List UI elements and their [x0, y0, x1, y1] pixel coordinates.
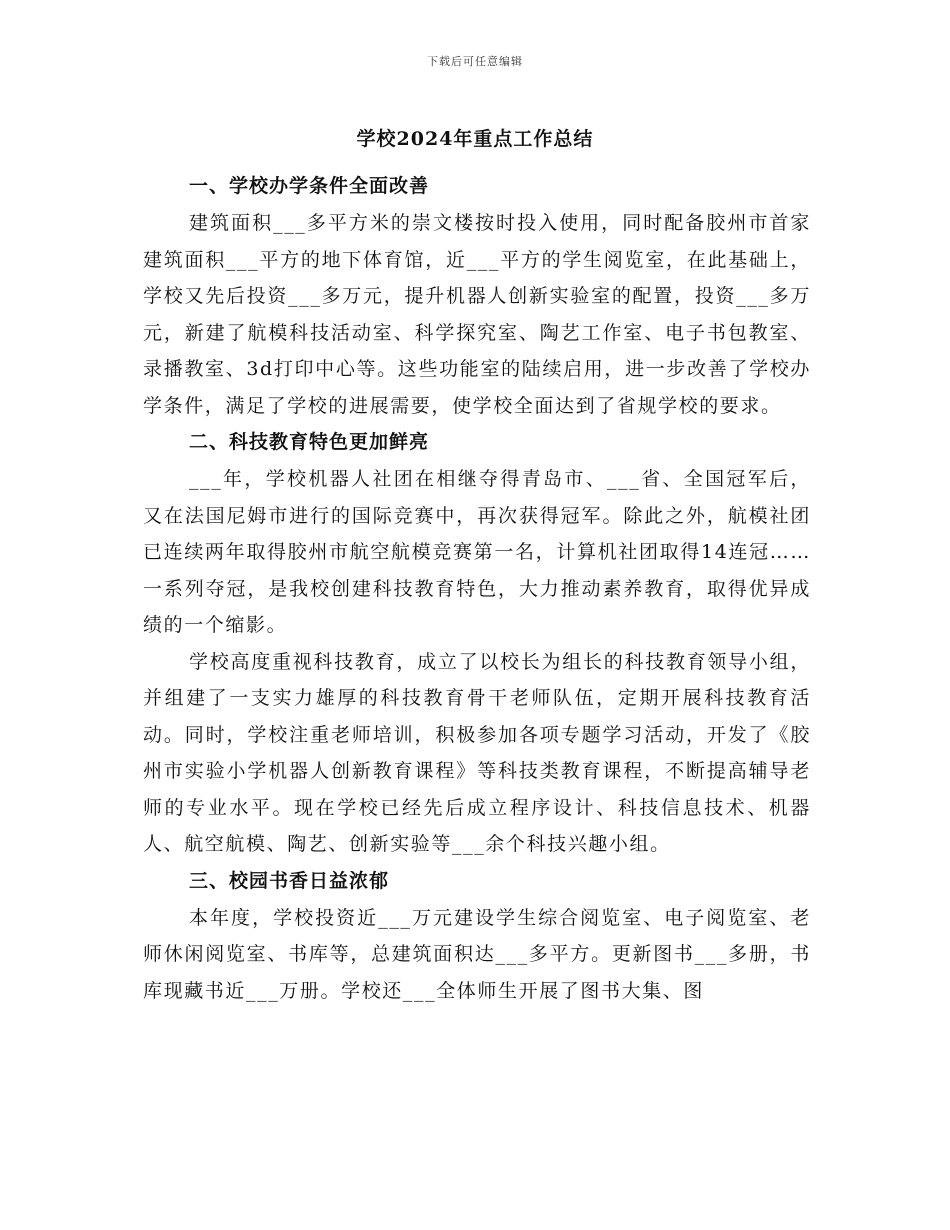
document-title: 学校2024年重点工作总结: [356, 128, 594, 150]
section-2-paragraph-2: 学校高度重视科技教育，成立了以校长为组长的科技教育领导小组，并组建了一支实力雄厚的科技教育骨干老师队伍，定期开展科技教育活动。同时，学校注重老师培训，积极参加各项专题学习活动，开发了《胶州市实验小学机器人创新教育课程》等科技类教育课程，不断提高辅导老师的专业水平。现在学校已经先后成立程序设计、科技信息技术、机器人、航空航模、陶艺、创新实验等___余个科技兴趣小组。: [143, 650, 811, 855]
document-body: [143, 168, 811, 1009]
section-1-paragraph-1: 建筑面积___多平方米的崇文楼按时投入使用，同时配备胶州市首家建筑面积___平方的地下体育馆，近___平方的学生阅览室，在此基础上，学校又先后投资___多万元，提升机器人创新实验室的配置，投资___多万元，新建了航模科技活动室、科学探究室、陶艺工作室、电子书包教室、录播教室、3d打印中心等。这些功能室的陆续启用，进一步改善了学校办学条件，满足了学校的进展需要，使学校全面达到了省规学校的要求。: [143, 212, 811, 417]
section-heading-1: 一、学校办学条件全面改善: [189, 175, 430, 197]
section-3-paragraph-1: 本年度，学校投资近___万元建设学生综合阅览室、电子阅览室、老师休闲阅览室、书库等，总建筑面积达___多平方。更新图书___多册，书库现藏书近___万册。学校还___全体师生开展了图书大集、图: [143, 906, 811, 1002]
section-heading-3: 三、校园书香日益浓郁: [189, 869, 390, 892]
section-heading-2: 二、科技教育特色更加鲜亮: [189, 431, 430, 453]
header-note: 下载后可任意编辑: [427, 55, 523, 68]
section-2-paragraph-1: ___年，学校机器人社团在相继夺得青岛市、___省、全国冠军后，又在法国尼姆市进行的国际竞赛中，再次获得冠军。除此之外，航模社团已连续两年取得胶州市航空航模竞赛第一名，计算机社团取得14连冠……一系列夺冠，是我校创建科技教育特色，大力推动素养教育，取得优异成绩的一个缩影。: [143, 468, 811, 636]
